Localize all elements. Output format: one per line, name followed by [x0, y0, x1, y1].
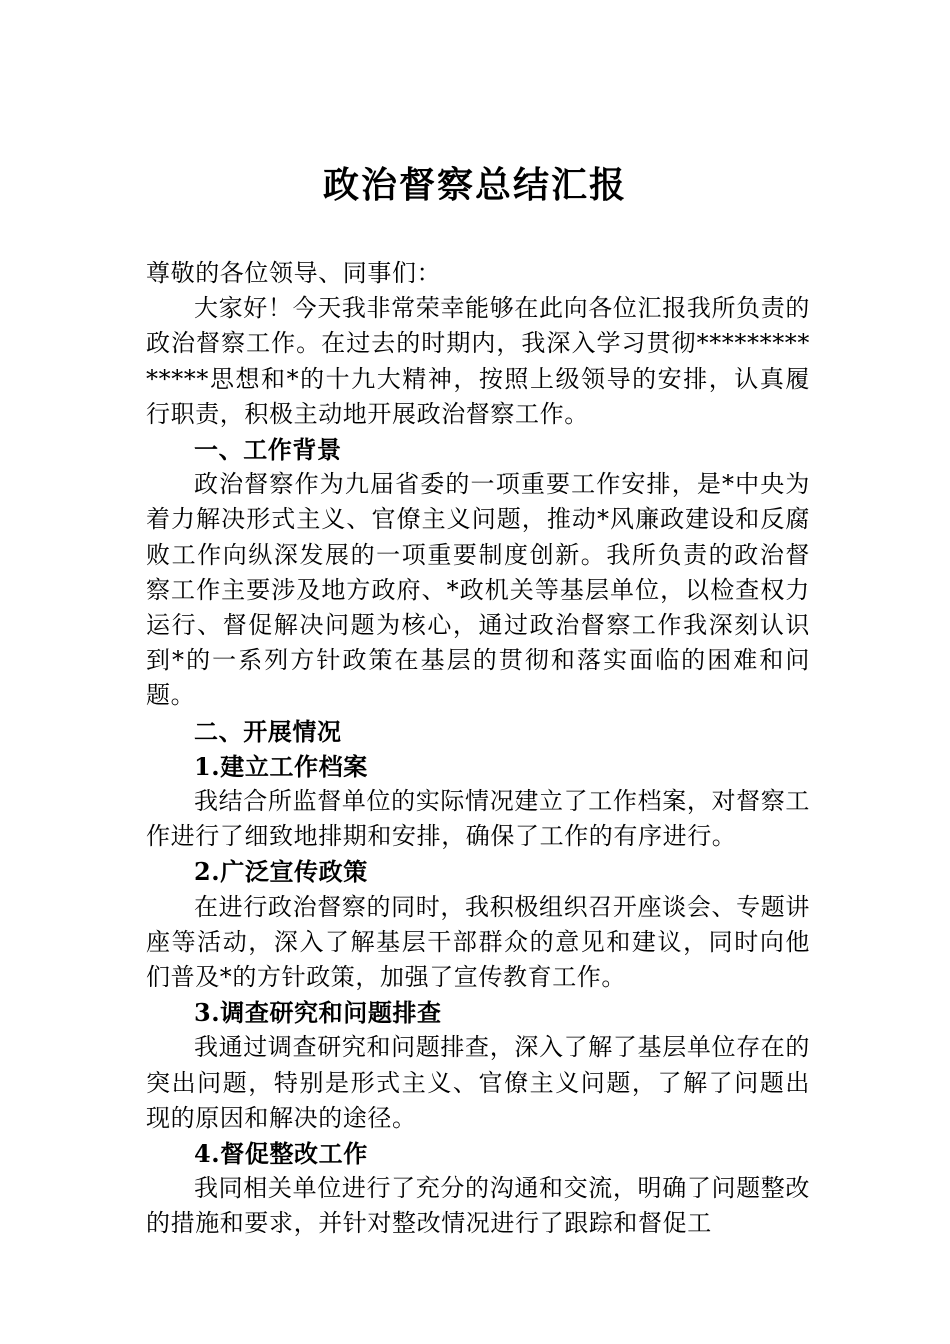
item-heading-rectification: 4.督促整改工作: [194, 1139, 368, 1169]
item-body-publicity: 在进行政治督察的同时，我积极组织召开座谈会、专题讲座等活动，深入了解基层干部群众的意见和建议，同时向他们普及*的方针政策，加强了宣传教育工作。: [146, 892, 810, 992]
section-heading-progress: 二、开展情况: [194, 716, 342, 746]
document-title: 政治督察总结汇报: [322, 164, 627, 206]
item-heading-archive: 1.建立工作档案: [194, 751, 368, 781]
section-body-background: 政治督察作为九届省委的一项重要工作安排，是*中央为着力解决形式主义、官僚主义问题，推动*风廉政建设和反腐败工作向纵深发展的一项重要制度创新。我所负责的政治督察工作主要涉及地方政府、*政机关等基层单位，以检查权力运行、督促解决问题为核心，通过政治督察工作我深刻认识到*的一系列方针政策在基层的贯彻和落实面临的困难和问题。: [146, 470, 810, 710]
item-body-archive: 我结合所监督单位的实际情况建立了工作档案，对督察工作进行了细致地排期和安排，确保了工作的有序进行。: [146, 787, 810, 851]
item-body-rectification: 我同相关单位进行了充分的沟通和交流，明确了问题整改的措施和要求，并针对整改情况进行了跟踪和督促工: [146, 1174, 810, 1238]
salutation: 尊敬的各位领导、同事们：: [146, 259, 442, 287]
document-body: [146, 256, 810, 1242]
item-heading-investigation: 3.调查研究和问题排查: [194, 998, 442, 1028]
section-heading-background: 一、工作背景: [194, 435, 342, 465]
intro-paragraph: 大家好！今天我非常荣幸能够在此向各位汇报我所负责的政治督察工作。在过去的时期内，我深入学习贯彻**************思想和*的十九大精神，按照上级领导的安排，认真履行职责，积极主动地开展政治督察工作。: [146, 294, 810, 428]
item-body-investigation: 我通过调查研究和问题排查，深入了解了基层单位存在的突出问题，特别是形式主义、官僚主义问题，了解了问题出现的原因和解决的途径。: [146, 1033, 810, 1132]
item-heading-publicity: 2.广泛宣传政策: [194, 857, 368, 887]
